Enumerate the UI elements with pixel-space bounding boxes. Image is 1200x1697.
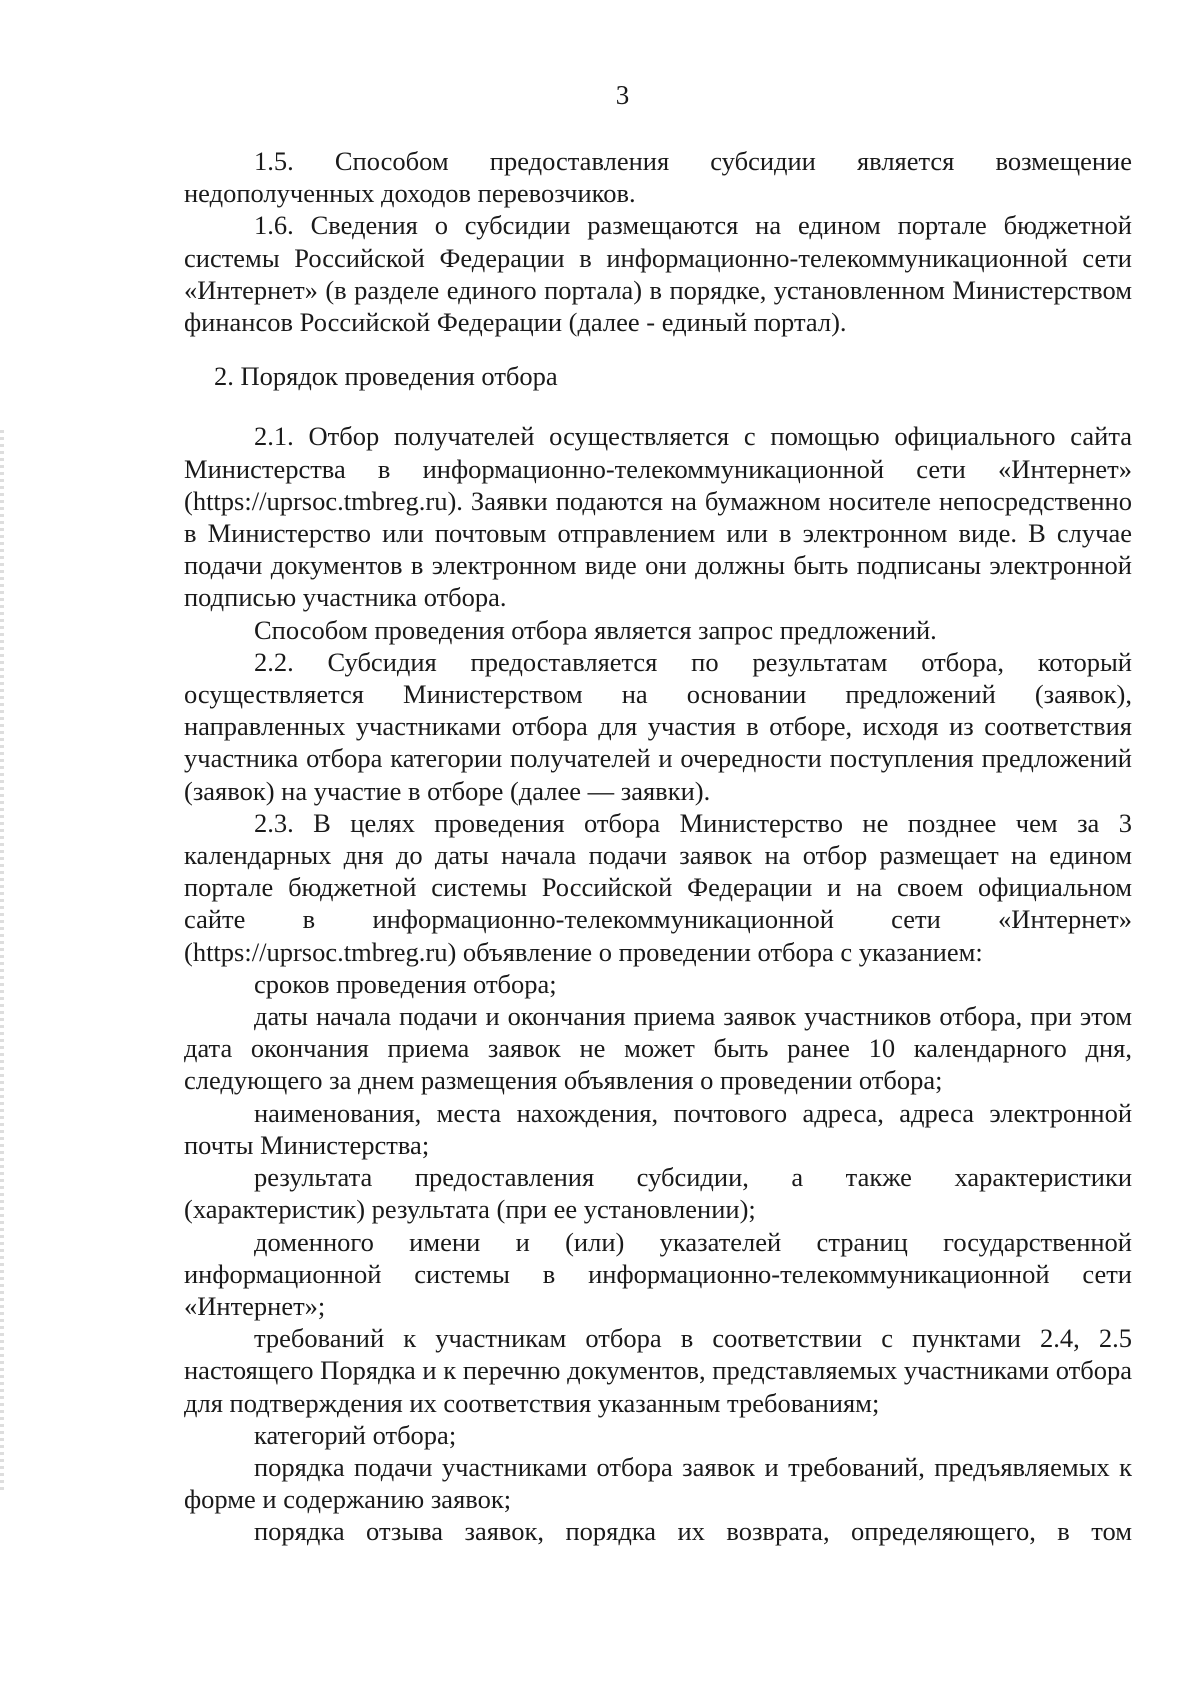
paragraph-2-2: 2.2. Субсидия предоставляется по результатам отбора, который осуществляется Министерством на основании предложений (заявок), направленных участниками отбора для участия в отборе, исходя из соответствия участника отбора категории получателей и очередности поступления предложений (заявок) на участие в отборе (далее — заявки).: [184, 646, 1132, 806]
list-item-dates: даты начала подачи и окончания приема заявок участников отбора, при этом дата окончания приема заявок не может быть ранее 10 календарного дня, следующего за днем размещения объявления о проведении отбора;: [184, 1001, 1132, 1096]
list-item-result: результата предоставления субсидии, а также характеристики (характеристик) результата (при ее установлении);: [184, 1162, 1132, 1225]
list-item-domain: доменного имени и (или) указателей страниц государственной информационной системы в информационно-телекоммуникационной сети «Интернет»;: [184, 1226, 1132, 1321]
list-item-withdrawal: порядка отзыва заявок, порядка их возврата, определяющего, в том: [254, 1516, 1132, 1547]
list-item-deadlines: сроков проведения отбора;: [254, 968, 557, 999]
list-item-contacts: наименования, места нахождения, почтового адреса, адреса электронной почты Министерства;: [184, 1097, 1132, 1160]
paragraph-2-1: 2.1. Отбор получателей осуществляется с помощью официального сайта Министерства в информационно-телекоммуникационной сети «Интернет» (https://uprsoc.tmbreg.ru). Заявки подаются на бумажном носителе непосредственно в Министерство или почтовым отправлением или в электронном виде. В случае подачи документов в электронном виде они должны быть подписаны электронной подписью участника отбора.: [184, 421, 1132, 613]
paragraph-selection-method: Способом проведения отбора является запрос предложений.: [254, 614, 937, 645]
section-heading: 2. Порядок проведения отбора: [214, 361, 558, 392]
list-item-requirements: требований к участникам отбора в соответствии с пунктами 2.4, 2.5 настоящего Порядка и к перечню документов, представляемых участниками отбора для подтверждения их соответствия указанным требованиям;: [184, 1323, 1132, 1418]
scan-edge-artifact: [0, 430, 4, 1490]
list-item-submission: порядка подачи участниками отбора заявок и требований, предъявляемых к форме и содержанию заявок;: [184, 1451, 1132, 1515]
paragraph-2-3: 2.3. В целях проведения отбора Министерство не позднее чем за 3 календарных дня до даты начала подачи заявок на отбор размещает на едином портале бюджетной системы Российской Федерации и на своем официальном сайте в информационно-телекоммуникационной сети «Интернет» (https://uprsoc.tmbreg.ru) объявление о проведении отбора с указанием:: [184, 807, 1132, 967]
paragraph-1-5: 1.5. Способом предоставления субсидии является возмещение недополученных доходов перевозчиков.: [184, 146, 1132, 209]
list-item-categories: категорий отбора;: [254, 1419, 457, 1450]
document-body: [184, 145, 1132, 1548]
page-number: 3: [615, 80, 630, 110]
paragraph-1-6: 1.6. Сведения о субсидии размещаются на едином портале бюджетной системы Российской Федерации в информационно-телекоммуникационной сети «Интернет» (в разделе единого портала) в порядке, установленном Министерством финансов Российской Федерации (далее - единый портал).: [184, 210, 1132, 338]
